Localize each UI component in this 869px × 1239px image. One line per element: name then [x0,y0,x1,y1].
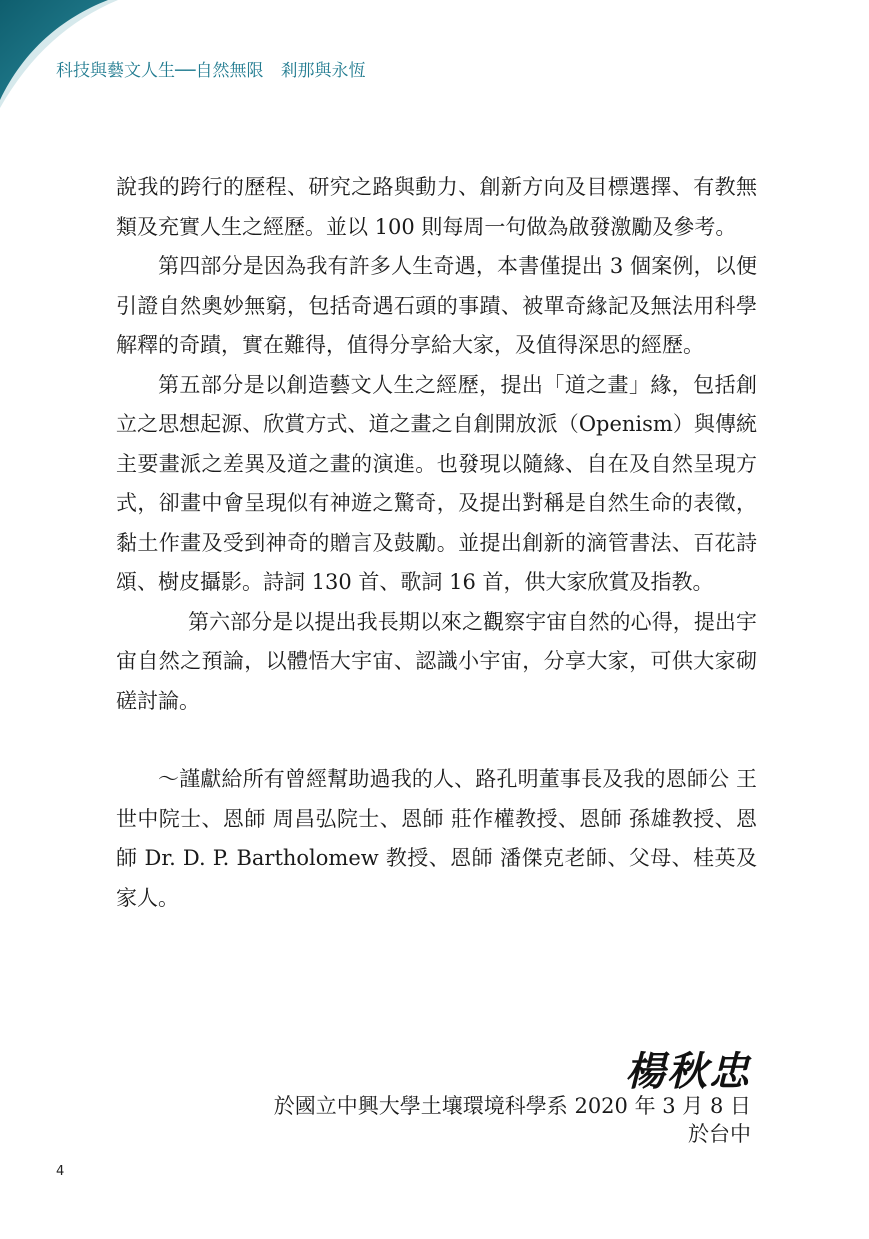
paragraph-2: 第四部分是因為我有許多人生奇遇，本書僅提出 3 個案例，以便引證自然奧妙無窮，包括奇遇石頭的事蹟、被單奇緣記及無法用科學解釋的奇蹟，實在難得，值得分享給大家，及值得深思的經歷。 [116,254,757,357]
dedication: ～謹獻給所有曾經幫助過我的人、路孔明董事長及我的恩師公 王世中院士、恩師 周昌弘院士、恩師 莊作權教授、恩師 孫雄教授、恩師 Dr. D. P. Bartholomew 教授、恩師 潘傑克老師、父母、桂英及家人。 [116,767,757,910]
paragraph-1: 說我的跨行的歷程、研究之路與動力、創新方向及目標選擇、有教無類及充實人生之經歷。並以 100 則每周一句做為啟發激勵及參考。 [116,175,757,239]
page-number: 4 [56,1164,65,1179]
running-header: 科技與藝文人生──自然無限 剎那與永恆 [56,61,366,81]
corner-decoration [0,0,120,110]
signature: 楊秋忠 [625,1048,751,1095]
body-text [116,168,757,918]
place-line-1: 於國立中興大學土壤環境科學系 2020 年 3 月 8 日 [273,1094,751,1118]
paragraph-3: 第五部分是以創造藝文人生之經歷，提出「道之畫」緣，包括創立之思想起源、欣賞方式、道之畫之自創開放派（Openism）與傳統主要畫派之差異及道之畫的演進。也發現以隨緣、自在及自然呈現方式，卻畫中會呈現似有神遊之驚奇，及提出對稱是自然生命的表徵，黏土作畫及受到神奇的贈言及鼓勵。並提出創新的滴管書法、百花詩頌、樹皮攝影。詩詞 130 首、歌詞 16 首，供大家欣賞及指教。 [116,372,757,594]
place-date [274,1092,751,1148]
place-line-2: 於台中 [688,1122,751,1146]
paragraph-4: 第六部分是以提出我長期以來之觀察宇宙自然的心得，提出宇宙自然之預論，以體悟大宇宙、認識小宇宙，分享大家，可供大家砌磋討論。 [116,609,757,713]
